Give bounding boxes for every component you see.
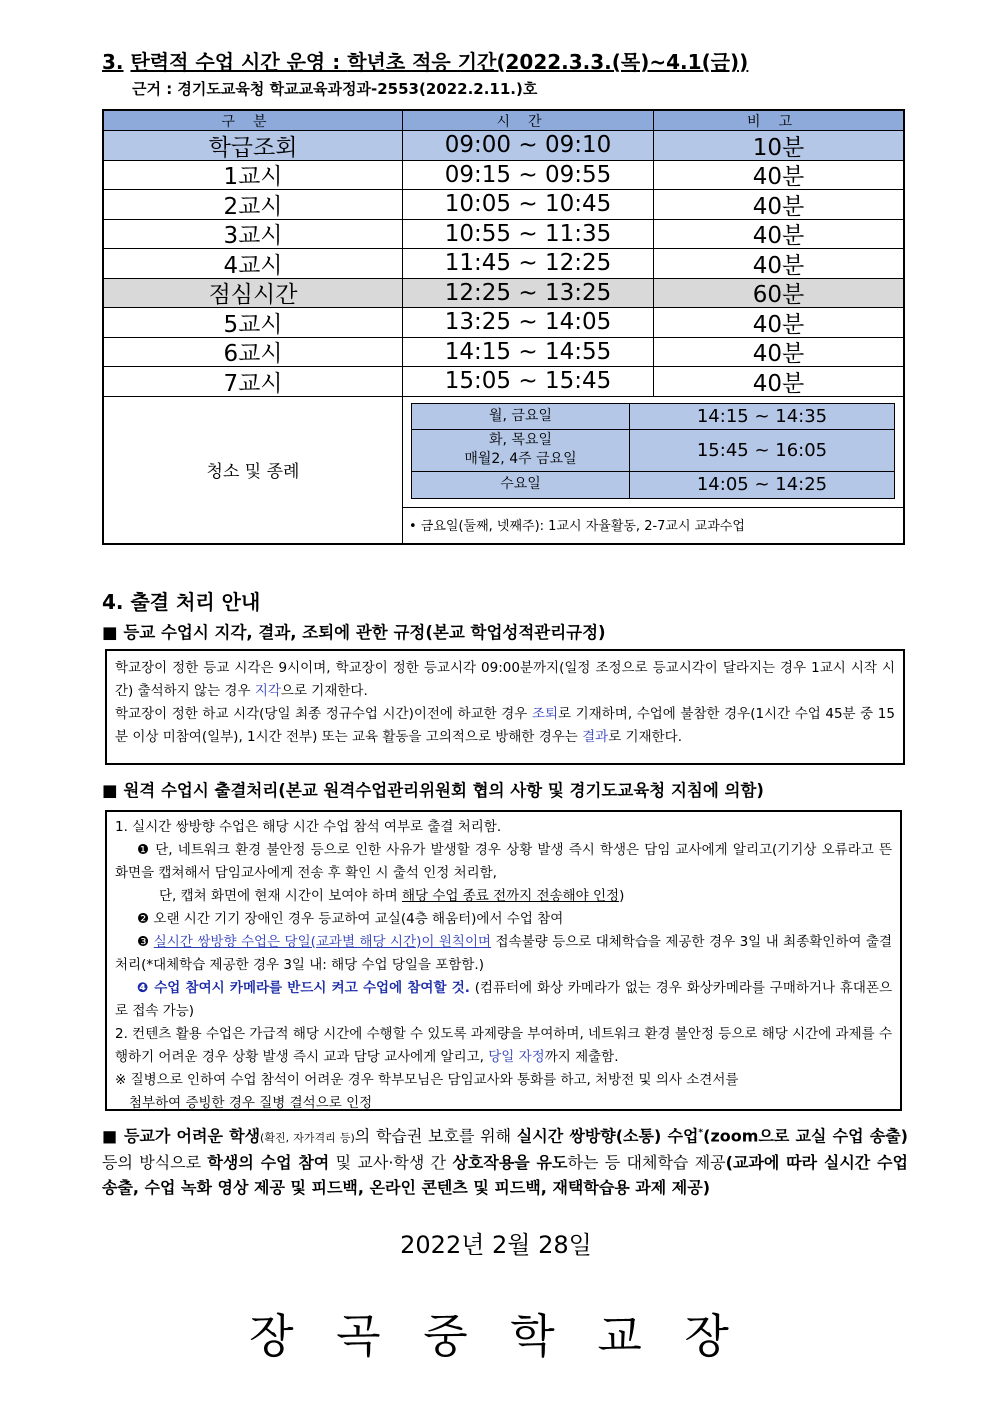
table-row: 1교시 09:15 ~ 09:55 40분 — [104, 161, 903, 191]
subheading-attendance-rules: ■ 등교 수업시 지각, 결과, 조퇴에 관한 규정(본교 학업성적관리규정) — [102, 623, 606, 642]
section3-title: 3. 탄력적 수업 시간 운영 : 학년초 적응 기간(2022.3.3.(목)~4.1(금)) — [102, 50, 749, 74]
table-row: 월, 금요일 14:15 ~ 14:35 — [412, 404, 894, 430]
header-time: 시간 — [403, 111, 654, 130]
friday-note: • 금요일(둘째, 넷째주): 1교시 자율활동, 2-7교시 교과수업 — [403, 507, 903, 542]
document-date: 2022년 2월 28일 — [400, 1231, 592, 1259]
cleaning-row — [104, 397, 903, 543]
attendance-rules-box: 학교장이 정한 등교 시각은 9시이며, 학교장이 정한 등교시각 09:00분까지(일정 조정으로 등교시각이 달라지는 경우 1교시 시작 시간) 출석하지 않는 경우 지각으로 기재한다. 학교장이 정한 하교 시각(당일 최종 정규수업 시간)이전에 하교한 경우 조퇴로 기재하며, 수업에 불참한 경우(1시간 수업 45분 중 15분 이상 미참여(일부), 1시간 전부) 또는 교육 활동을 고의적으로 방해한 경우는 결과로 기재한다. — [105, 649, 905, 765]
table-row: 3교시 10:55 ~ 11:35 40분 — [104, 220, 903, 250]
table-row: 점심시간 12:25 ~ 13:25 60분 — [104, 279, 903, 309]
header-period: 구분 — [104, 111, 403, 130]
table-row: 4교시 11:45 ~ 12:25 40분 — [104, 249, 903, 279]
cleaning-subtable — [411, 403, 895, 499]
subheading-remote-attendance: ■ 원격 수업시 출결처리(본교 원격수업관리위원회 협의 사항 및 경기도교육청 지침에 의함) — [102, 781, 764, 800]
cleaning-detail — [403, 397, 903, 543]
header-note: 비고 — [746, 113, 811, 130]
section3-basis: 근거 : 경기도교육청 학교교육과정과-2553(2022.2.11.)호 — [132, 80, 538, 98]
schedule-table — [102, 109, 905, 545]
table-row: 5교시 13:25 ~ 14:05 40분 — [104, 308, 903, 338]
table-row: 수요일 14:05 ~ 14:25 — [412, 472, 894, 498]
table-row: 화, 목요일 매월2, 4주 금요일 15:45 ~ 16:05 — [412, 430, 894, 472]
principal-signature: 장 곡 중 학 교 장 — [249, 1309, 743, 1363]
table-row: 7교시 15:05 ~ 15:45 40분 — [104, 367, 903, 397]
remote-attendance-box: 1. 실시간 쌍방향 수업은 해당 시간 수업 참석 여부로 출결 처리함. ❶ 단, 네트워크 환경 불안정 등으로 인한 사유가 발생할 경우 상황 발생 즉시 학생은 담임 교사에게 알리고(기기상 오류라고 뜬 화면을 캡쳐해서 담임교사에게 전송 후 확인 시 출석 인정 처리함, 단, 캡쳐 화면에 현재 시간이 보여야 하며 해당 수업 종료 전까지 전송해야 인정) ❷ 오랜 시간 기기 장애인 경우 등교하여 교실(4층 해움터)에서 수업 참여 ❸ 실시간 쌍방향 수업은 당일(교과별 해당 시간)이 원칙이며 접속불량 등으로 대체학습을 제공한 경우 3일 내 최종확인하여 출결처리(*대체학습 제공한 경우 3일 내: 해당 수업 당일을 포함함.) ❹ 수업 참여시 카메라를 반드시 켜고 수업에 참여할 것. (컴퓨터에 화상 카메라가 없는 경우 화상카메라를 구매하거나 휴대폰으로 접속 가능) 2. 컨텐츠 활용 수업은 가급적 해당 시간에 수행할 수 있도록 과제량을 부여하며, 네트워크 환경 불안정 등으로 해당 시간에 과제를 수행하기 어려운 경우 상황 발생 즉시 교과 담당 교사에게 알리고, 당일 자정까지 제출함. ※ 질병으로 인하여 수업 참석이 어려운 경우 학부모님은 담임교사와 통화를 하고, 처방전 및 의사 소견서를 첨부하여 증빙한 경우 질병 결석으로 인정 — [105, 810, 902, 1111]
table-row: 6교시 14:15 ~ 14:55 40분 — [104, 338, 903, 368]
remote-learning-notice: ■ 등교가 어려운 학생(확진, 자가격리 등)의 학습권 보호를 위해 실시간 쌍방향(소통) 수업*(zoom으로 교실 수업 송출) 등의 방식으로 학생의 수업 참여 및 교사·학생 간 상호작용을 유도하는 등 대체학습 제공(교과에 따라 실시간 수업 송출, 수업 녹화 영상 제공 및 피드백, 온라인 콘텐츠 및 피드백, 재택학습용 과제 제공) — [102, 1126, 908, 1198]
section4-title: 4. 출결 처리 안내 — [102, 590, 261, 614]
cleaning-label: 청소 및 종례 — [104, 397, 403, 543]
table-row: 학급조회 09:00 ~ 09:10 10분 — [104, 131, 903, 161]
table-row: 2교시 10:05 ~ 10:45 40분 — [104, 190, 903, 220]
